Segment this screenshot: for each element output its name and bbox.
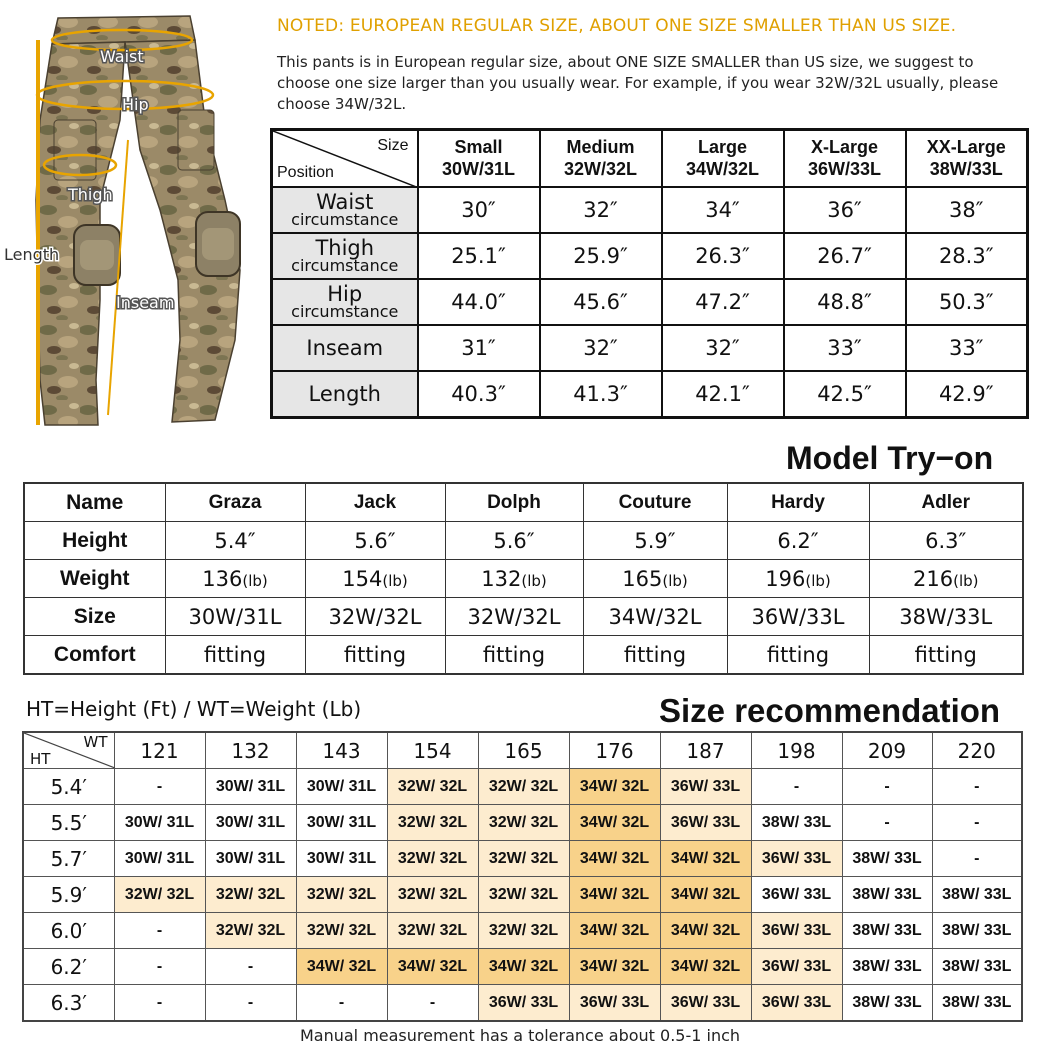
model-name: Couture	[583, 483, 727, 522]
cell: 45.6″	[540, 279, 662, 325]
rec-cell: -	[114, 985, 205, 1022]
rec-cell: 32W/ 32L	[387, 805, 478, 841]
rec-row	[23, 949, 1022, 985]
rec-row	[23, 877, 1022, 913]
cell: 5.6″	[305, 522, 445, 560]
height-label: 5.7′	[23, 841, 114, 877]
cell: 38W/33L	[869, 598, 1023, 636]
cell: 196(lb)	[727, 560, 869, 598]
weight-col: 209	[842, 732, 932, 769]
cell: 5.6″	[445, 522, 583, 560]
rec-cell: 32W/ 32L	[387, 769, 478, 805]
cell: 25.9″	[540, 233, 662, 279]
rec-row	[23, 913, 1022, 949]
thigh-label: Thigh	[68, 185, 113, 204]
weight-col: 132	[205, 732, 296, 769]
cell: fitting	[583, 636, 727, 675]
rec-cell: 32W/ 32L	[205, 913, 296, 949]
cell: 31″	[418, 325, 540, 371]
cell: fitting	[165, 636, 305, 675]
height-label: 5.5′	[23, 805, 114, 841]
row-label: Waist circumstance	[272, 187, 418, 233]
rec-cell: 36W/ 33L	[478, 985, 569, 1022]
rec-cell: 36W/ 33L	[751, 985, 842, 1022]
length-label: Length	[4, 245, 60, 264]
rec-cell: 36W/ 33L	[751, 877, 842, 913]
size-row-length	[272, 371, 1028, 418]
cell: 38″	[906, 187, 1028, 233]
size-header-row	[272, 130, 1028, 187]
rec-cell: 32W/ 32L	[478, 877, 569, 913]
rec-cell: 34W/ 32L	[660, 913, 751, 949]
cell: 6.3″	[869, 522, 1023, 560]
rec-cell: 32W/ 32L	[296, 877, 387, 913]
rec-cell: 34W/ 32L	[569, 949, 660, 985]
rec-cell: 34W/ 32L	[569, 769, 660, 805]
corner-wt-label: WT	[83, 733, 108, 751]
rec-cell: 36W/ 33L	[660, 985, 751, 1022]
cell: 6.2″	[727, 522, 869, 560]
rec-cell: 38W/ 33L	[932, 949, 1022, 985]
size-row-waist	[272, 187, 1028, 233]
comfort-label: Comfort	[24, 636, 165, 675]
rec-cell: 38W/ 33L	[932, 877, 1022, 913]
cell: 154(lb)	[305, 560, 445, 598]
camo-pants-illustration	[0, 0, 270, 430]
cell: 165(lb)	[583, 560, 727, 598]
rec-cell: 32W/ 32L	[478, 913, 569, 949]
cell: 50.3″	[906, 279, 1028, 325]
rec-cell: 30W/ 31L	[296, 769, 387, 805]
model-name: Hardy	[727, 483, 869, 522]
weight-col: 176	[569, 732, 660, 769]
size-chart-table	[270, 128, 1029, 419]
weight-col: 143	[296, 732, 387, 769]
cell: fitting	[727, 636, 869, 675]
cell: fitting	[869, 636, 1023, 675]
rec-cell: 34W/ 32L	[569, 913, 660, 949]
rec-cell: 36W/ 33L	[569, 985, 660, 1022]
height-label: Height	[24, 522, 165, 560]
size-col-large: Large 34W/32L	[662, 130, 784, 187]
rec-cell: -	[114, 949, 205, 985]
rec-cell: 36W/ 33L	[660, 769, 751, 805]
cell: 32″	[540, 187, 662, 233]
inseam-label: Inseam	[116, 293, 175, 312]
cell: 36W/33L	[727, 598, 869, 636]
cell: 42.9″	[906, 371, 1028, 418]
cell: 5.4″	[165, 522, 305, 560]
model-name: Adler	[869, 483, 1023, 522]
rec-cell: 34W/ 32L	[660, 841, 751, 877]
rec-cell: 32W/ 32L	[296, 913, 387, 949]
cell: fitting	[305, 636, 445, 675]
rec-cell: 38W/ 33L	[842, 949, 932, 985]
corner-ht-label: HT	[30, 750, 51, 768]
cell: 33″	[784, 325, 906, 371]
product-image	[0, 0, 270, 430]
model-height-row	[24, 522, 1023, 560]
model-comfort-row	[24, 636, 1023, 675]
rec-cell: 34W/ 32L	[387, 949, 478, 985]
rec-cell: 36W/ 33L	[751, 913, 842, 949]
rec-row	[23, 985, 1022, 1022]
size-col-small: Small 30W/31L	[418, 130, 540, 187]
cell: 28.3″	[906, 233, 1028, 279]
rec-cell: -	[205, 985, 296, 1022]
rec-cell: -	[842, 805, 932, 841]
note-body: This pants is in European regular size, about ONE SIZE SMALLER than US size, we suggest to choose one size larger than you usually wear. For example, if you wear 32W/32L usually, please choose 34W/32L.	[277, 53, 999, 113]
size-position-corner	[272, 130, 418, 187]
weight-col: 121	[114, 732, 205, 769]
cell: 44.0″	[418, 279, 540, 325]
rec-cell: 30W/ 31L	[205, 841, 296, 877]
rec-cell: 30W/ 31L	[114, 841, 205, 877]
cell: 47.2″	[662, 279, 784, 325]
model-header-row	[24, 483, 1023, 522]
cell: 40.3″	[418, 371, 540, 418]
rec-cell: 32W/ 32L	[478, 805, 569, 841]
rec-cell: 30W/ 31L	[114, 805, 205, 841]
weight-col: 165	[478, 732, 569, 769]
model-name: Dolph	[445, 483, 583, 522]
size-row-inseam	[272, 325, 1028, 371]
size-row-hip	[272, 279, 1028, 325]
cell: 30″	[418, 187, 540, 233]
height-label: 6.2′	[23, 949, 114, 985]
rec-header-row	[23, 732, 1022, 769]
cell: 41.3″	[540, 371, 662, 418]
cell: 33″	[906, 325, 1028, 371]
rec-cell: -	[387, 985, 478, 1022]
cell: 132(lb)	[445, 560, 583, 598]
rec-cell: 32W/ 32L	[205, 877, 296, 913]
rec-cell: -	[205, 949, 296, 985]
name-header: Name	[24, 483, 165, 522]
cell: 32″	[540, 325, 662, 371]
rec-corner	[23, 732, 114, 769]
rec-cell: 34W/ 32L	[478, 949, 569, 985]
rec-row	[23, 769, 1022, 805]
rec-cell: 34W/ 32L	[569, 841, 660, 877]
rec-cell: 32W/ 32L	[478, 769, 569, 805]
rec-cell: 30W/ 31L	[296, 805, 387, 841]
waist-label: Waist	[100, 47, 144, 66]
rec-cell: 38W/ 33L	[842, 841, 932, 877]
hip-label: Hip	[122, 95, 149, 114]
cell: 32W/32L	[305, 598, 445, 636]
row-label: Inseam	[272, 325, 418, 371]
rec-cell: 32W/ 32L	[478, 841, 569, 877]
rec-cell: 34W/ 32L	[569, 805, 660, 841]
rec-row	[23, 841, 1022, 877]
cell: 26.7″	[784, 233, 906, 279]
cell: 30W/31L	[165, 598, 305, 636]
rec-cell: -	[932, 805, 1022, 841]
cell: 26.3″	[662, 233, 784, 279]
cell: 216(lb)	[869, 560, 1023, 598]
model-tryon-table	[23, 482, 1024, 675]
size-recommendation-title: Size recommendation	[659, 692, 1001, 729]
rec-cell: 36W/ 33L	[751, 949, 842, 985]
size-label: Size	[24, 598, 165, 636]
model-name: Jack	[305, 483, 445, 522]
height-label: 5.9′	[23, 877, 114, 913]
rec-cell: 38W/ 33L	[842, 913, 932, 949]
rec-body	[23, 769, 1022, 1022]
size-row-thigh	[272, 233, 1028, 279]
cell: 136(lb)	[165, 560, 305, 598]
weight-col: 198	[751, 732, 842, 769]
rec-cell: -	[114, 769, 205, 805]
rec-cell: 36W/ 33L	[660, 805, 751, 841]
rec-cell: -	[296, 985, 387, 1022]
rec-cell: 34W/ 32L	[569, 877, 660, 913]
size-col-xxlarge: XX-Large 38W/33L	[906, 130, 1028, 187]
rec-cell: 30W/ 31L	[296, 841, 387, 877]
size-recommendation-table	[22, 731, 1023, 1022]
rec-cell: 38W/ 33L	[842, 877, 932, 913]
height-label: 6.0′	[23, 913, 114, 949]
weight-col: 154	[387, 732, 478, 769]
height-label: 6.3′	[23, 985, 114, 1022]
note-title: NOTED: EUROPEAN REGULAR SIZE, ABOUT ONE SIZE SMALLER THAN US SIZE.	[277, 16, 957, 36]
cell: 36″	[784, 187, 906, 233]
height-label: 5.4′	[23, 769, 114, 805]
model-tryon-title: Model Try−on	[786, 440, 994, 476]
rec-cell: 30W/ 31L	[205, 769, 296, 805]
row-label: Hip circumstance	[272, 279, 418, 325]
size-col-xlarge: X-Large 36W/33L	[784, 130, 906, 187]
rec-cell: 32W/ 32L	[114, 877, 205, 913]
rec-cell: -	[932, 769, 1022, 805]
tolerance-footnote: Manual measurement has a tolerance about 0.5-1 inch	[299, 1026, 741, 1045]
weight-col: 187	[660, 732, 751, 769]
rec-row	[23, 805, 1022, 841]
rec-cell: 32W/ 32L	[387, 877, 478, 913]
cell: 34W/32L	[583, 598, 727, 636]
weight-col: 220	[932, 732, 1022, 769]
rec-cell: -	[114, 913, 205, 949]
rec-cell: -	[842, 769, 932, 805]
cell: 32W/32L	[445, 598, 583, 636]
rec-cell: 34W/ 32L	[296, 949, 387, 985]
rec-cell: 34W/ 32L	[660, 877, 751, 913]
cell: 34″	[662, 187, 784, 233]
model-size-row	[24, 598, 1023, 636]
rec-cell: 34W/ 32L	[660, 949, 751, 985]
rec-cell: 32W/ 32L	[387, 913, 478, 949]
model-name: Graza	[165, 483, 305, 522]
rec-cell: 32W/ 32L	[387, 841, 478, 877]
rec-cell: 38W/ 33L	[932, 913, 1022, 949]
cell: 32″	[662, 325, 784, 371]
cell: fitting	[445, 636, 583, 675]
rec-cell: 38W/ 33L	[842, 985, 932, 1022]
row-label: Thigh circumstance	[272, 233, 418, 279]
corner-position-label: Position	[277, 163, 334, 181]
cell: 5.9″	[583, 522, 727, 560]
cell: 25.1″	[418, 233, 540, 279]
row-label: Length	[272, 371, 418, 418]
cell: 42.1″	[662, 371, 784, 418]
cell: 42.5″	[784, 371, 906, 418]
model-weight-row	[24, 560, 1023, 598]
rec-cell: 38W/ 33L	[932, 985, 1022, 1022]
rec-cell: 30W/ 31L	[205, 805, 296, 841]
rec-cell: 38W/ 33L	[751, 805, 842, 841]
corner-size-label: Size	[377, 137, 409, 154]
size-col-medium: Medium 32W/32L	[540, 130, 662, 187]
weight-label: Weight	[24, 560, 165, 598]
rec-cell: 36W/ 33L	[751, 841, 842, 877]
rec-cell: -	[751, 769, 842, 805]
cell: 48.8″	[784, 279, 906, 325]
rec-cell: -	[932, 841, 1022, 877]
ht-wt-legend: HT=Height (Ft) / WT=Weight (Lb)	[26, 697, 362, 721]
